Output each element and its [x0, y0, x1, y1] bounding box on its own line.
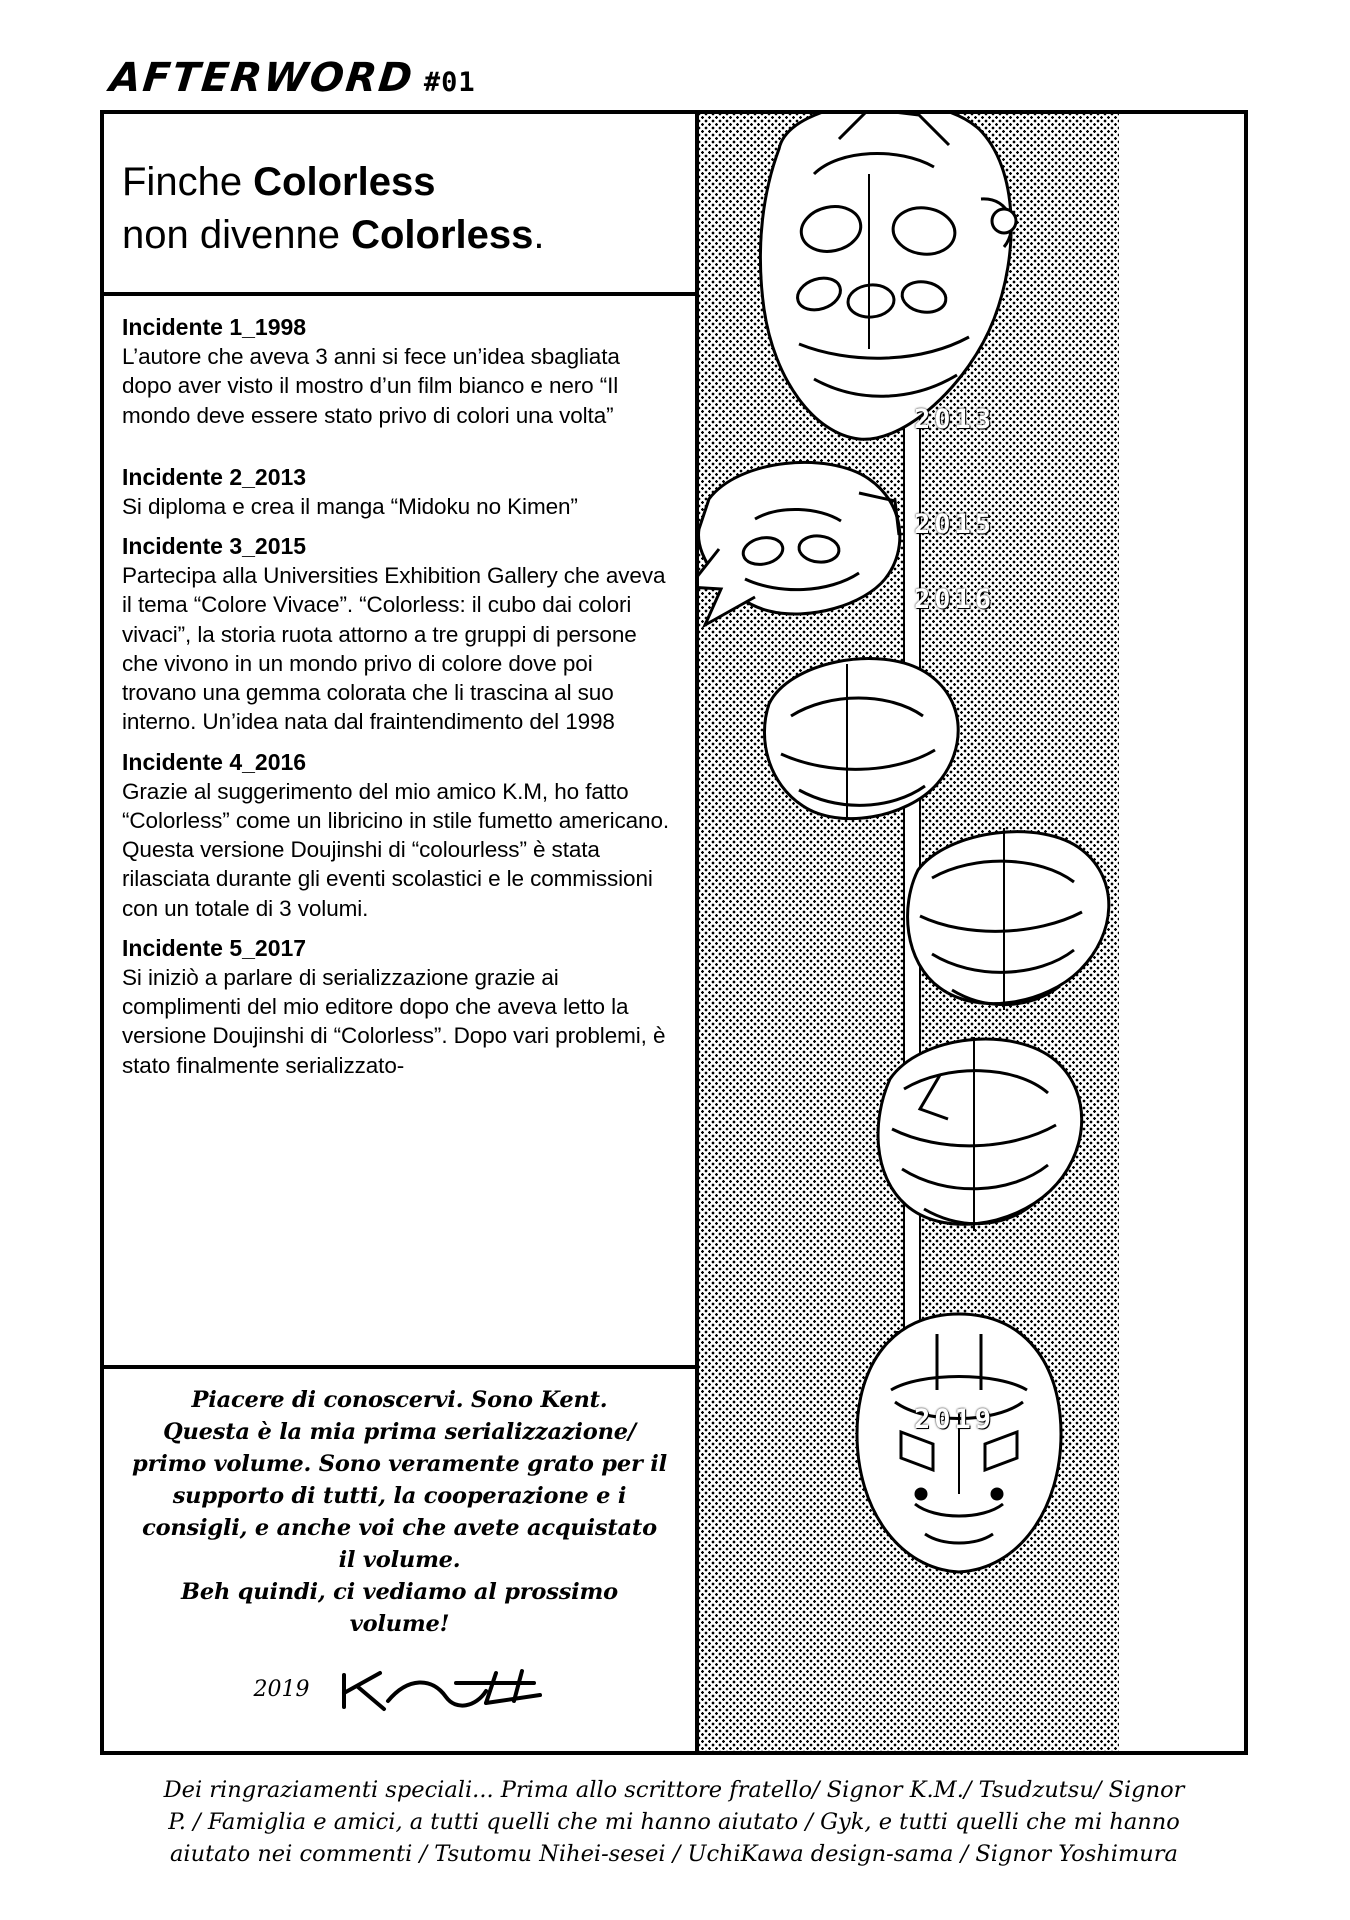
author-message-block: [104, 1365, 695, 1755]
incident-body: Grazie al suggerimento del mio amico K.M, ho fatto “Colorless” come un libricino in stile fumetto americano. Questa versione Doujinshi di “colourless” è stata rilasciata durante gli eventi scolastici e le commissioni con un totale di 3 volumi.: [122, 778, 670, 921]
artwork-column: [699, 114, 1248, 1751]
title-line-2: [122, 209, 667, 262]
incident-heading: Incidente 5_2017: [122, 934, 307, 961]
title-line-1: [122, 156, 667, 209]
title-block: [104, 114, 695, 296]
title-line-2-plain: non divenne: [122, 212, 352, 257]
year-label-2019: 2019: [914, 1404, 996, 1435]
incident-body: Si iniziò a parlare di serializzazione grazie ai complimenti del mio editore dopo che aveva letto la versione Doujinshi di “Colorless”. Dopo vari problemi, è stato finalmente serializzato-: [122, 964, 666, 1078]
signature-row: [130, 1667, 669, 1713]
special-thanks-footer: [100, 1775, 1248, 1871]
incident-entry-4: [122, 749, 669, 923]
mask-illustration-6: [829, 1294, 1089, 1594]
message-line-3: primo volume. Sono veramente grato per il: [132, 1450, 667, 1477]
title-line-2-bold: Colorless: [351, 212, 534, 257]
title-line-2-end: .: [533, 212, 545, 257]
title-line-1-plain: Finche: [122, 160, 254, 204]
year-label-2015: 2015: [914, 509, 996, 540]
incident-body: Partecipa alla Universities Exhibition Gallery che aveva il tema “Colore Vivace”. “Colorless: il cubo dai colori vivaci”, la storia ruota attorno a tre gruppi di persone che vivono in un mondo privo di colore dove poi trovano una gemma colorata che li trascina al suo interno. Un’idea nata dal fraintendimento del 1998: [122, 563, 666, 735]
incident-heading: Incidente 3_2015: [122, 533, 307, 559]
message-line-2: Questa è la mia prima serializzazione/: [163, 1418, 636, 1445]
author-signature-icon: [336, 1667, 546, 1713]
incident-body: L’autore che aveva 3 anni si fece un’idea sbagliata dopo aver visto il mostro d’un film bianco e nero “Il mondo deve essere stato privo di colori una volta”: [122, 344, 620, 428]
signature-year: 2019: [253, 1677, 310, 1702]
afterword-issue-number: #01: [423, 67, 476, 98]
incident-body: Si diploma e crea il manga “Midoku no Kimen”: [122, 493, 578, 519]
mask-illustration-5: [844, 1009, 1104, 1269]
title-line-1-bold: Colorless: [253, 160, 436, 204]
incident-heading: Incidente 4_2016: [122, 748, 307, 775]
year-label-2016: 2016: [914, 584, 996, 615]
year-label-2013: 2013: [914, 404, 996, 435]
message-line-1: Piacere di conoscervi. Sono Kent.: [191, 1387, 608, 1413]
incident-heading: Incidente 2_2013: [122, 463, 307, 490]
incident-entry-5: [122, 935, 669, 1080]
footer-line-2: P. / Famiglia e amici, a tutti quelli che mi hanno aiutato / Gyk, e tutti quelli che mi hanno: [168, 1808, 1180, 1835]
message-line-6: il volume.: [338, 1546, 461, 1573]
text-column: [104, 114, 699, 1751]
incident-entry-3: [122, 533, 669, 737]
incident-entry-2: [122, 464, 669, 521]
afterword-title: AFTERWORD: [107, 55, 417, 101]
incident-list: [104, 296, 695, 1365]
footer-line-3: aiutato nei commenti / Tsutomu Nihei-sesei / UchiKawa design-sama / Signor Yoshimura: [170, 1840, 1178, 1867]
incident-entry-1: [122, 314, 669, 430]
message-line-5: consigli, e anche voi che avete acquistato: [142, 1514, 657, 1541]
message-line-4: supporto di tutti, la cooperazione e i: [172, 1482, 627, 1509]
incident-heading: Incidente 1_1998: [122, 314, 307, 340]
afterword-panel: [100, 110, 1248, 1755]
footer-line-1: Dei ringraziamenti speciali... Prima allo scrittore fratello/ Signor K.M./ Tsudzutsu/ Signor: [163, 1777, 1185, 1803]
page-header: [107, 55, 476, 101]
message-line-7: Beh quindi, ci vediamo al prossimo volume!: [181, 1578, 618, 1637]
